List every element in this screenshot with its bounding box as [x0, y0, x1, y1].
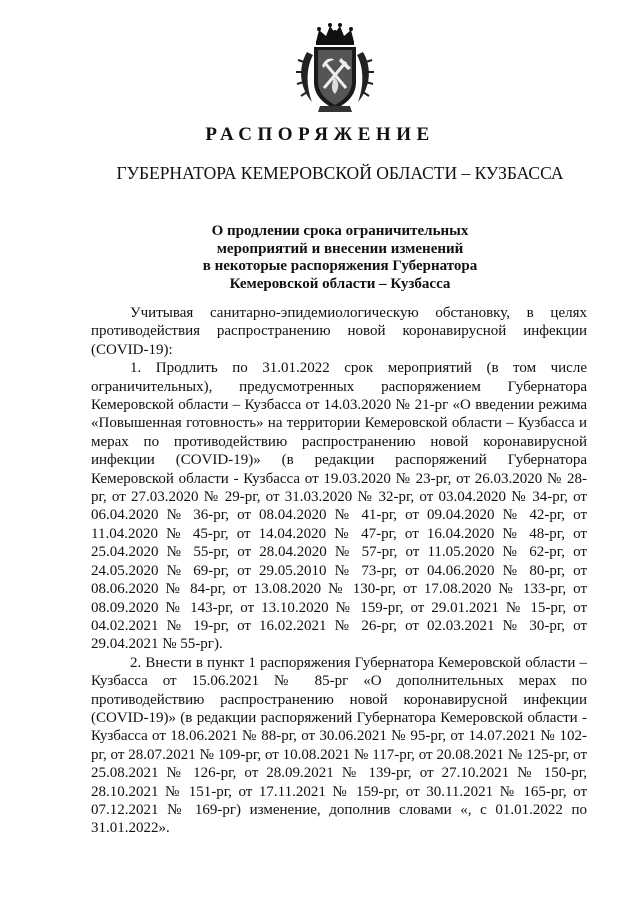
coat-of-arms-icon — [294, 22, 376, 114]
clause-1-paragraph: 1. Продлить по 31.01.2022 срок мероприятий (в том числе ограничительных), предусмотренных распоряжением Губернатора Кемеровской области – Кузбасса от 14.03.2020 № 21-рг «О введении режима «Повышенная готовность» на территории Кемеровской области – Кузбасса и мерах по противодействию распространению новой коронавирусной инфекции (COVID-19)» (в редакции распоряжений Губернатора Кемеровской области - Кузбасса от 19.03.2020 № 23-рг, от 26.03.2020 № 28-рг, от 27.03.2020 № 29-рг, от 31.03.2020 № 32-рг, от 03.04.2020 № 34-рг, от 06.04.2020 № 36-рг, от 08.04.2020 № 41-рг, от 09.04.2020 № 42-рг, от 11.04.2020 № 45-рг, от 14.04.2020 № 47-рг, от 16.04.2020 № 48-рг, от 25.04.2020 № 55-рг, от 28.04.2020 № 57-рг, от 11.05.2020 № 62-рг, от 24.05.2020 № 69-рг, от 29.05.2010 № 73-рг, от 04.06.2020 № 80-рг, от 08.06.2020 № 84-рг, от 13.08.2020 № 130-рг, от 17.08.2020 № 133-рг, от 08.09.2020 № 143-рг, от 13.10.2020 № 159-рг, от 29.01.2021 № 15-рг, от 04.02.2021 № 19-рг, от 16.02.2021 № 26-рг, от 02.03.2021 № 30-рг, от 29.04.2021 № 55-рг). — [91, 360, 587, 653]
clause-2-paragraph: 2. Внести в пункт 1 распоряжения Губернатора Кемеровской области – Кузбасса от 15.06.2021 № 85-рг «О дополнительных мерах по противодействию распространению новой коронавирусной инфекции (COVID-19)» (в редакции распоряжений Губернатора Кемеровской области - Кузбасса от 18.06.2021 № 88-рг, от 30.06.2021 № 95-рг, от 14.07.2021 № 102-рг, от 28.07.2021 № 109-рг, от 10.08.2021 № 117-рг, от 20.08.2021 № 125-рг, от 25.08.2021 № 126-рг, от 28.09.2021 № 139-рг, от 27.10.2021 № 150-рг, 28.10.2021 № 151-рг, от 17.11.2021 № 159-рг, от 30.11.2021 № 165-рг, от 07.12.2021 № 169-рг) изменение, дополнив словами «, с 01.01.2022 по 31.01.2022». — [91, 654, 587, 837]
title-line: Кемеровской области – Кузбасса — [229, 275, 451, 292]
document-title — [170, 223, 510, 293]
title-line: мероприятий и внесении изменений — [216, 240, 464, 257]
preamble-paragraph: Учитывая санитарно-эпидемиологическую обстановку, в целях противодействия распространению новой коронавирусной инфекции (COVID-19): — [91, 305, 587, 358]
document-body — [91, 304, 587, 838]
title-line: О продлении срока ограничительных — [211, 223, 469, 239]
title-line: в некоторые распоряжения Губернатора — [202, 258, 478, 274]
issuer-heading: ГУБЕРНАТОРА КЕМЕРОВСКОЙ ОБЛАСТИ – КУЗБАССА — [116, 163, 564, 183]
document-type-heading: РАСПОРЯЖЕНИЕ — [205, 124, 435, 145]
